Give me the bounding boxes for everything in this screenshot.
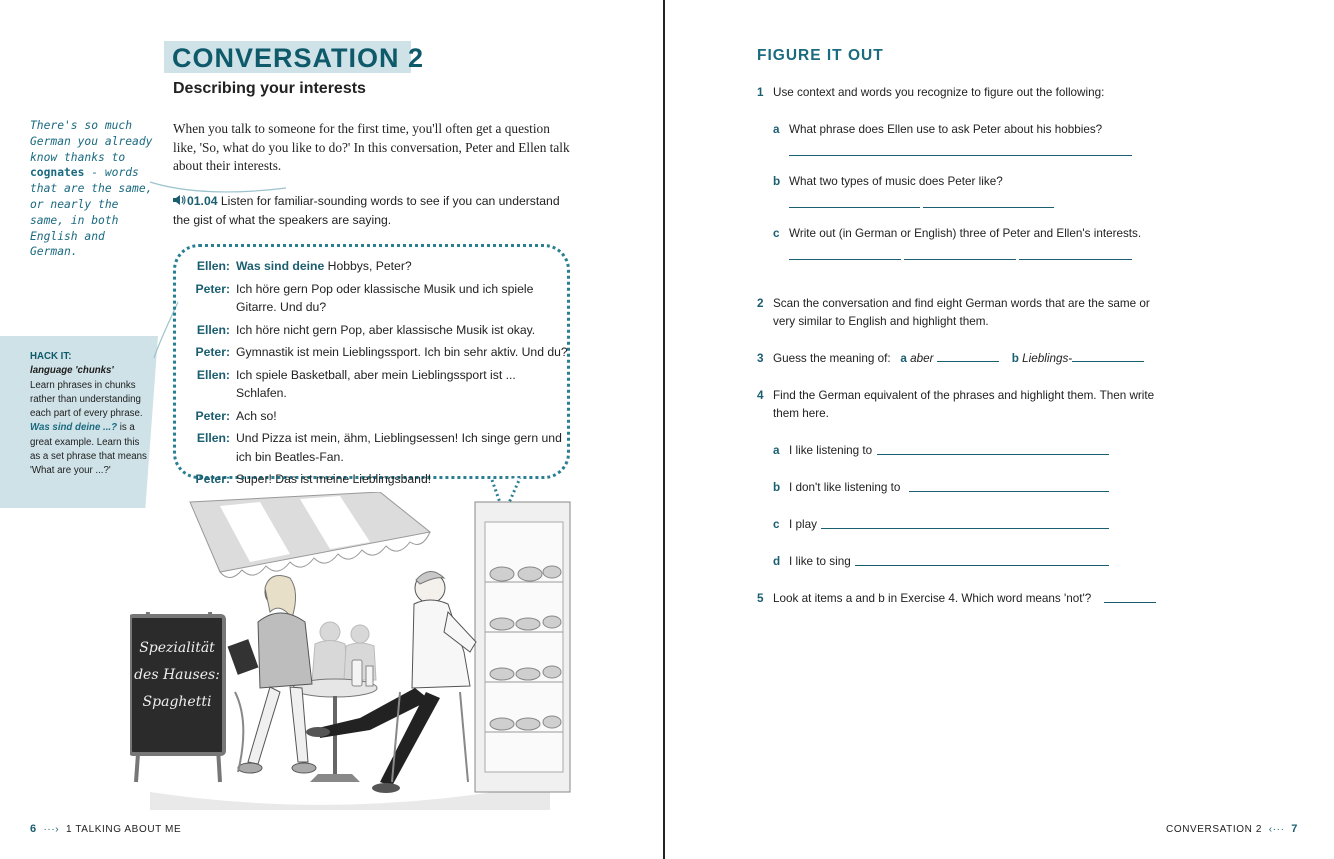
answer-line-4d[interactable] [855,565,1109,566]
word-aber: aber [910,352,934,365]
question-4d-text: I like to sing [789,555,851,568]
highlighted-phrase: Was sind deine [236,259,325,273]
dialogue-line [180,280,568,317]
answer-line-3b[interactable] [1072,361,1144,362]
question-4b-text: I don't like listening to [789,481,901,494]
dialogue-text: Ich höre nicht gern Pop, aber klassische Musik ist okay. [236,322,536,337]
chapter-label: 1 TALKING ABOUT ME [65,824,182,835]
dialogue-text: Gymnastik ist mein Lieblingssport. Ich bin sehr aktiv. Und du? [236,345,568,359]
audio-icon[interactable] [173,192,187,211]
page-subtitle: Describing your interests [173,80,366,97]
dialogue-line [180,257,568,276]
answer-line-4a[interactable] [877,454,1109,455]
listen-instruction [173,192,578,229]
speaker-label: Ellen: [196,322,230,337]
margin-note-text: There's so much German you already know thanks to [30,119,153,164]
question-number: 5 [757,592,764,605]
margin-note-text-2: - words that are the same, or nearly the same, in both English and German. [30,166,153,259]
speaker-label: Ellen: [196,259,230,273]
speaker-label: Peter: [195,472,230,486]
folio-right [1166,823,1298,835]
answer-line-1c-1[interactable] [789,259,901,260]
answer-line-4c[interactable] [821,528,1109,529]
question-5-text: Look at items a and b in Exercise 4. Which word means 'not'? [773,592,1092,605]
margin-note-bold: cognates [30,166,85,180]
speaker-label: Ellen: [196,431,230,445]
question-4a-text: I like listening to [789,444,873,457]
speaker-label: Peter: [195,345,230,359]
sign-text-line-1: Spezialität [139,640,215,656]
question-1c-text: Write out (in German or English) three of Peter and Ellen's interests. [789,227,1142,240]
sub-letter: b [1011,352,1019,365]
speaker-label: Ellen: [196,367,230,382]
pastry-display-case [475,502,570,792]
answer-line-1b-2[interactable] [923,207,1054,208]
dialogue-text [236,257,568,276]
listen-text: Listen for familiar-sounding words to see if you can understand the gist of what the speakers are saying. [173,194,560,227]
folio-arrow-icon: ‹··· [1265,824,1288,835]
sub-letter: a [773,444,780,457]
figure-it-out-title: FIGURE IT OUT [757,47,884,64]
answer-line-1b-1[interactable] [789,207,920,208]
answer-line-1c-2[interactable] [904,259,1016,260]
sign-text-line-2: des Hauses: [134,667,220,683]
hack-subheading: language 'chunks' [30,365,114,377]
page-number: 6 [30,823,37,835]
sub-letter: b [773,481,781,494]
dialogue-text: Ich höre gern Pop oder klassische Musik und ich spiele Gitarre. Und du? [236,281,534,314]
question-3-text: Guess the meaning of: [773,352,891,365]
page-title: CONVERSATION 2 [172,43,425,73]
question-2-text: Scan the conversation and find eight German words that are the same or very similar to English and highlight them. [773,297,1150,328]
question-1b-text: What two types of music does Peter like? [789,175,1003,188]
dialogue-line [180,343,568,362]
chalkboard-sign [130,612,224,782]
question-3-line [773,350,1233,368]
dialogue [180,257,568,493]
sub-letter: b [773,175,781,188]
sub-letter: c [773,518,780,531]
dialogue-text: Ich spiele Basketball, aber mein Lieblingssport ist ... Schlafen. [236,367,516,400]
question-4c-text: I play [789,518,817,531]
awning [190,492,430,578]
intro-paragraph: When you talk to someone for the first time, you'll often get a question like, 'So, what do you like to do?' In this conversation, Peter and Ellen talk about their interests. [173,121,570,173]
hack-heading: HACK IT: [30,351,72,362]
left-page [0,0,663,859]
hack-body: Learn phrases in chunks rather than understanding each part of every phrase. [30,379,143,420]
dialogue-text-rest: Hobbys, Peter? [327,259,412,273]
dialogue-text: Und Pizza ist mein, ähm, Lieblingsessen! Ich singe gern und ich bin Beatles-Fan. [236,431,562,464]
dialogue-line [180,407,568,426]
answer-line-5[interactable] [1104,602,1156,603]
sign-text-line-3: Spaghetti [142,694,212,710]
sub-letter: a [900,352,907,365]
answer-line-1a[interactable] [789,155,1132,156]
word-lieblings: Lieblings- [1022,352,1073,365]
sub-letter: a [773,123,780,136]
question-number: 2 [757,297,764,310]
dialogue-line [180,366,568,403]
speaker-label: Peter: [195,408,230,423]
sub-letter: d [773,555,781,568]
hack-body-2: is a great example. Learn this as a set phrase that means 'What are your ...?' [30,422,147,477]
speaker-label: Peter: [195,281,230,296]
right-page [665,0,1334,859]
question-number: 1 [757,86,764,99]
audio-track-number[interactable]: 01.04 [187,194,218,208]
hack-example-phrase: Was sind deine ...? [30,422,118,434]
hack-it-text [30,350,148,479]
dialogue-text: Super! Das ist meine Lieblingsband! [236,472,432,486]
answer-line-1c-3[interactable] [1019,259,1132,260]
dialogue-line [180,429,568,466]
sub-letter: c [773,227,780,240]
chapter-label: CONVERSATION 2 [1166,824,1263,835]
question-number: 3 [757,352,764,365]
answer-line-4b[interactable] [909,491,1109,492]
cafe-illustration [130,492,575,810]
dialogue-text: Ach so! [236,408,277,423]
dialogue-line [180,321,568,340]
page-number: 7 [1291,823,1298,835]
margin-note [30,118,156,260]
folio-arrow-icon: ···› [40,824,63,835]
question-number: 4 [757,389,764,402]
question-1a-text: What phrase does Ellen use to ask Peter about his hobbies? [789,123,1103,136]
folio-left [30,823,181,835]
question-4-text: Find the German equivalent of the phrases and highlight them. Then write them here. [773,389,1155,420]
ellen-figure [228,576,316,773]
dialogue-line [180,470,568,489]
answer-line-3a[interactable] [937,361,999,362]
question-1-text: Use context and words you recognize to figure out the following: [773,86,1105,99]
